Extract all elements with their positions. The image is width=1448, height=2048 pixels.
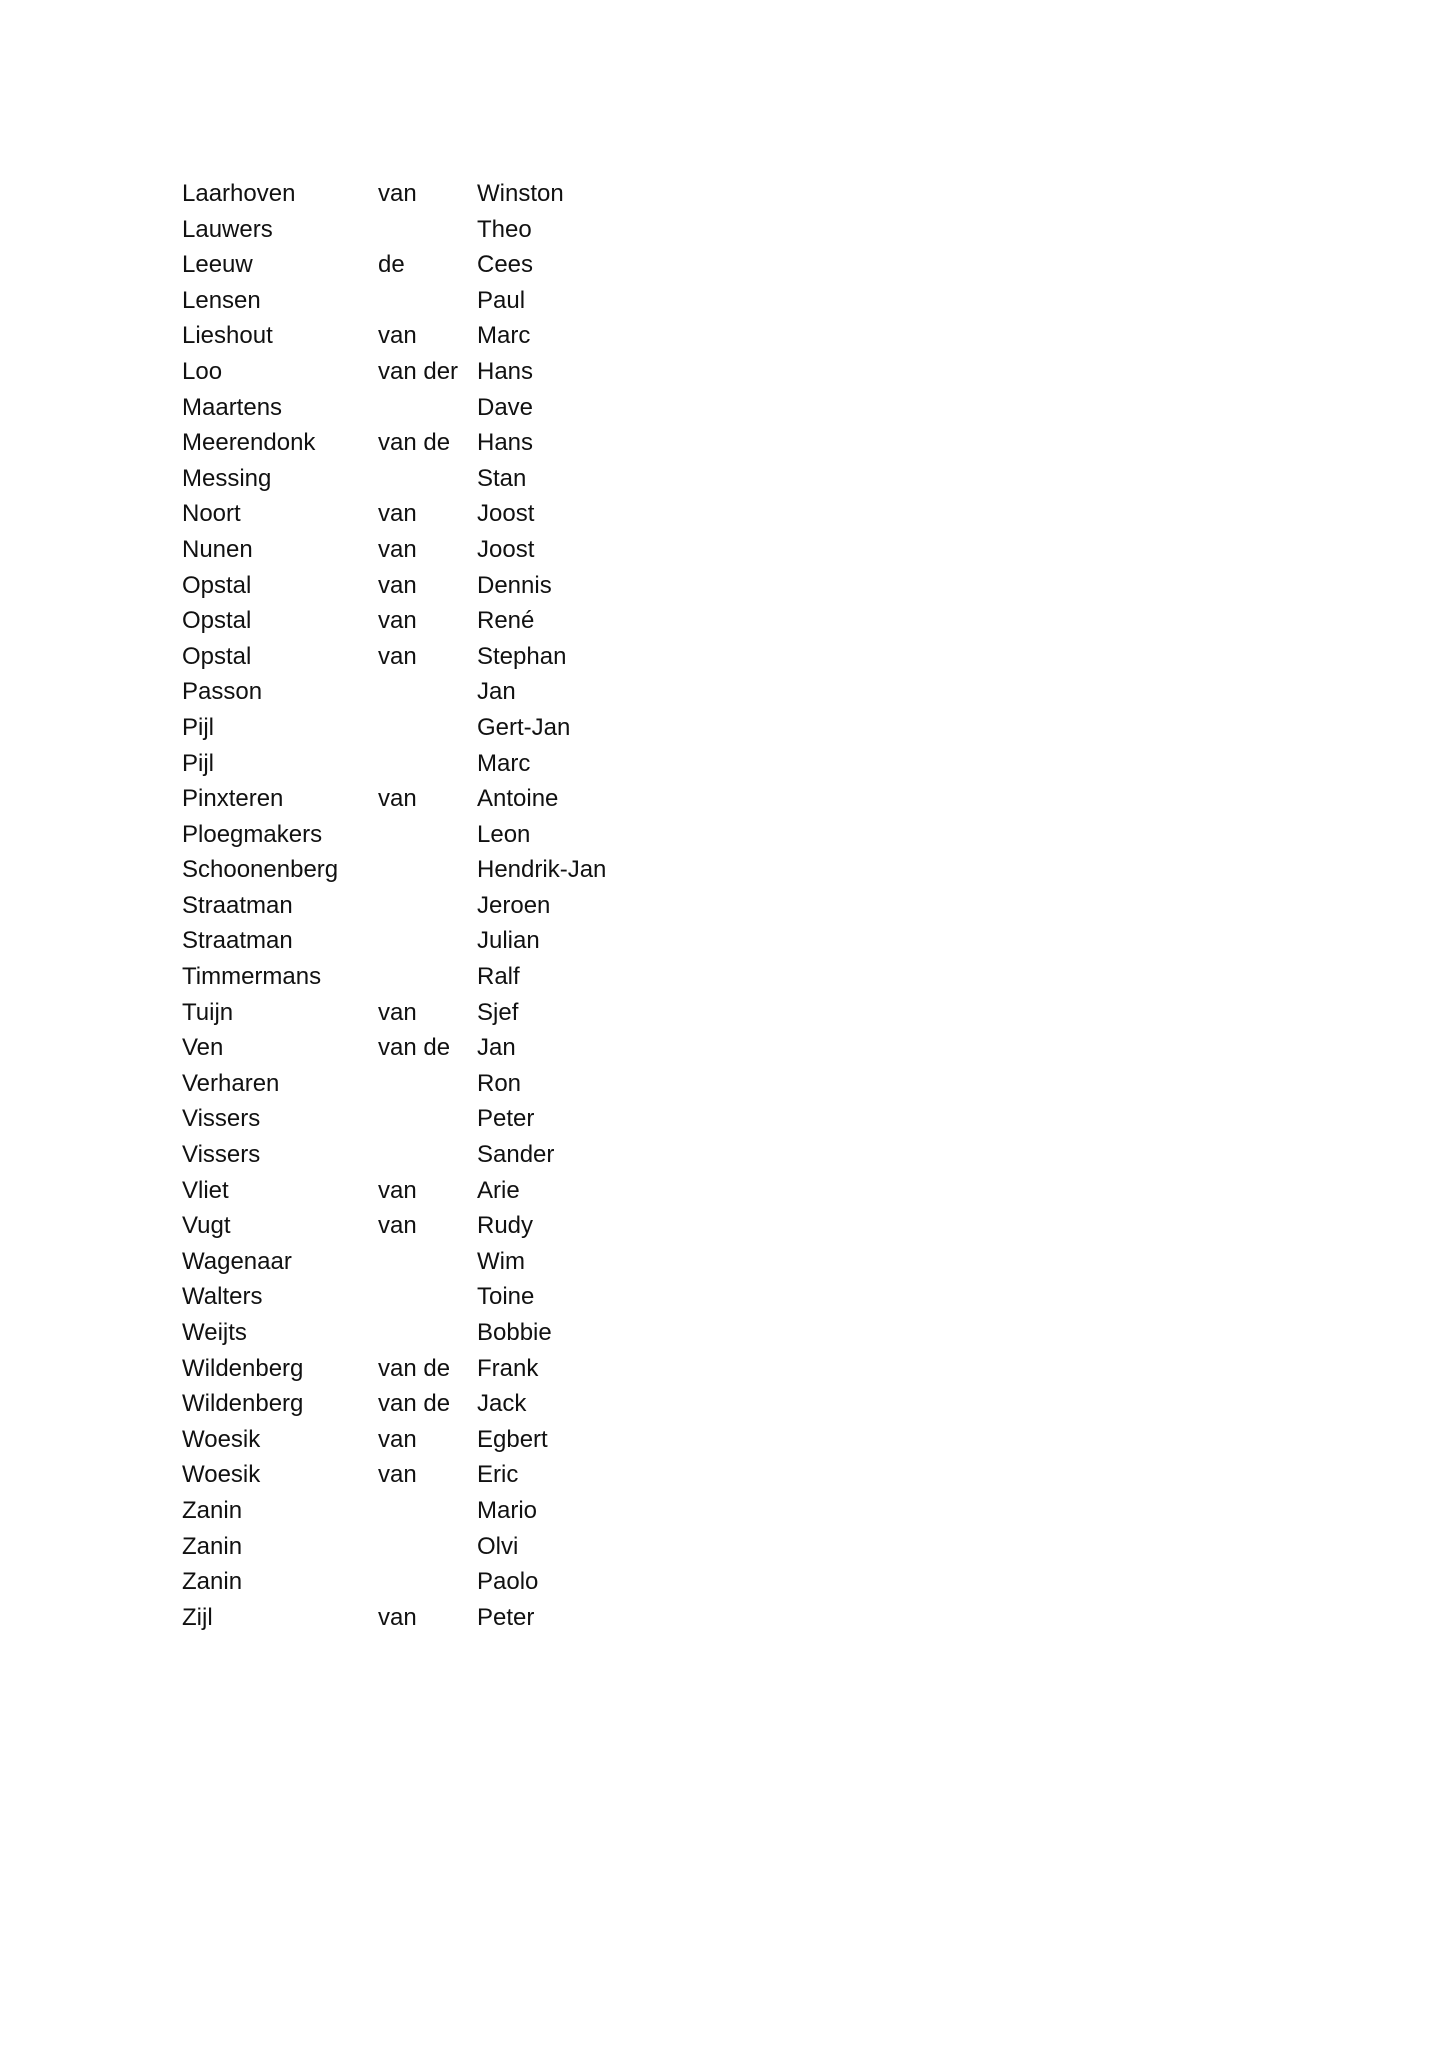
prefix-cell: van — [378, 1176, 417, 1204]
table-row — [182, 496, 657, 532]
first-name-cell: Jack — [477, 1390, 527, 1418]
last-name-cell: Wildenberg — [182, 1354, 304, 1382]
first-name-cell: Sander — [477, 1141, 555, 1169]
table-row — [182, 1101, 657, 1137]
prefix-cell — [378, 959, 477, 995]
prefix-cell — [378, 1101, 477, 1137]
table-row — [182, 923, 657, 959]
table-row — [182, 247, 657, 283]
first-name-cell: Toine — [477, 1283, 535, 1311]
prefix-cell: van — [378, 322, 417, 350]
prefix-cell — [378, 746, 477, 782]
prefix-cell — [378, 1529, 477, 1565]
last-name-cell: Loo — [182, 357, 223, 385]
table-row — [182, 603, 657, 639]
first-name-cell: Marc — [477, 322, 531, 350]
first-name-cell: Dave — [477, 393, 534, 421]
table-row — [182, 532, 657, 568]
last-name-cell: Pijl — [182, 749, 215, 777]
last-name-cell: Ploegmakers — [182, 820, 323, 848]
last-name-cell: Wildenberg — [182, 1390, 304, 1418]
table-row — [182, 1386, 657, 1422]
prefix-cell: van de — [378, 429, 451, 457]
first-name-cell: Hendrik-Jan — [477, 856, 607, 884]
first-name-cell: Dennis — [477, 571, 552, 599]
table-row — [182, 568, 657, 604]
prefix-cell — [378, 1137, 477, 1173]
prefix-cell — [378, 212, 477, 248]
table-row — [182, 959, 657, 995]
first-name-cell: Paul — [477, 286, 526, 314]
prefix-cell — [378, 1564, 477, 1600]
table-row — [182, 1208, 657, 1244]
table-row — [182, 1493, 657, 1529]
table-row — [182, 674, 657, 710]
first-name-cell: Wim — [477, 1247, 525, 1275]
last-name-cell: Noort — [182, 500, 241, 528]
last-name-cell: Lensen — [182, 286, 261, 314]
prefix-cell: van — [378, 1212, 417, 1240]
prefix-cell: van — [378, 535, 417, 563]
table-row — [182, 1173, 657, 1209]
prefix-cell — [378, 1493, 477, 1529]
last-name-cell: Straatman — [182, 891, 293, 919]
table-row — [182, 425, 657, 461]
table-row — [182, 283, 657, 319]
last-name-cell: Lauwers — [182, 215, 273, 243]
prefix-cell: van — [378, 998, 417, 1026]
table-row — [182, 1600, 657, 1636]
prefix-cell: van de — [378, 1034, 451, 1062]
last-name-cell: Weijts — [182, 1319, 247, 1346]
table-row — [182, 817, 657, 853]
first-name-cell: René — [477, 607, 535, 635]
first-name-cell: Arie — [477, 1176, 520, 1204]
table-row — [182, 781, 657, 817]
first-name-cell: Peter — [477, 1105, 535, 1133]
last-name-cell: Zanin — [182, 1496, 243, 1524]
first-name-cell: Jan — [477, 678, 516, 706]
last-name-cell: Zanin — [182, 1532, 243, 1560]
prefix-cell — [378, 888, 477, 924]
prefix-cell: van de — [378, 1390, 451, 1418]
first-name-cell: Jan — [477, 1034, 516, 1062]
table-row — [182, 461, 657, 497]
table-row — [182, 176, 657, 212]
first-name-cell: Joost — [477, 500, 535, 528]
first-name-cell: Sjef — [477, 998, 519, 1026]
first-name-cell: Joost — [477, 535, 535, 563]
last-name-cell: Timmermans — [182, 963, 322, 991]
first-name-cell: Hans — [477, 357, 534, 385]
last-name-cell: Lieshout — [182, 322, 273, 350]
name-list-body — [182, 176, 657, 1635]
first-name-cell: Julian — [477, 927, 540, 955]
prefix-cell — [378, 710, 477, 746]
table-row — [182, 888, 657, 924]
last-name-cell: Woesik — [182, 1461, 261, 1489]
table-row — [182, 1315, 657, 1351]
prefix-cell: van — [378, 1603, 417, 1631]
last-name-cell: Walters — [182, 1283, 263, 1311]
prefix-cell — [378, 461, 477, 497]
table-row — [182, 1066, 657, 1102]
prefix-cell — [378, 817, 477, 853]
first-name-cell: Ron — [477, 1069, 522, 1097]
first-name-cell: Stan — [477, 464, 527, 492]
last-name-cell: Vugt — [182, 1212, 231, 1240]
last-name-cell: Nunen — [182, 535, 253, 563]
last-name-cell: Leeuw — [182, 251, 253, 279]
last-name-cell: Vliet — [182, 1176, 229, 1204]
prefix-cell: van — [378, 1461, 417, 1489]
prefix-cell — [378, 1066, 477, 1102]
last-name-cell: Opstal — [182, 607, 252, 635]
first-name-cell: Jeroen — [477, 891, 551, 919]
last-name-cell: Straatman — [182, 927, 293, 955]
table-row — [182, 1244, 657, 1280]
prefix-cell: de — [378, 251, 405, 279]
first-name-cell: Winston — [477, 180, 564, 207]
first-name-cell: Eric — [477, 1461, 519, 1489]
last-name-cell: Woesik — [182, 1425, 261, 1453]
first-name-cell: Cees — [477, 251, 534, 279]
prefix-cell: van — [378, 642, 417, 670]
table-row — [182, 995, 657, 1031]
prefix-cell: van — [378, 785, 417, 813]
last-name-cell: Opstal — [182, 642, 252, 670]
last-name-cell: Messing — [182, 464, 272, 492]
prefix-cell: van — [378, 500, 417, 528]
table-row — [182, 212, 657, 248]
table-row — [182, 318, 657, 354]
table-row — [182, 1457, 657, 1493]
first-name-cell: Bobbie — [477, 1319, 552, 1346]
table-row — [182, 1564, 657, 1600]
table-row — [182, 746, 657, 782]
table-row — [182, 1422, 657, 1458]
first-name-cell: Egbert — [477, 1425, 548, 1453]
prefix-cell: van de — [378, 1354, 451, 1382]
table-row — [182, 390, 657, 426]
name-list-table — [182, 176, 657, 1635]
first-name-cell: Olvi — [477, 1532, 519, 1560]
last-name-cell: Maartens — [182, 393, 283, 421]
last-name-cell: Tuijn — [182, 998, 234, 1026]
first-name-cell: Paolo — [477, 1568, 539, 1596]
last-name-cell: Pinxteren — [182, 785, 284, 813]
prefix-cell — [378, 1244, 477, 1280]
table-row — [182, 1529, 657, 1565]
last-name-cell: Passon — [182, 678, 263, 706]
prefix-cell — [378, 1315, 477, 1351]
first-name-cell: Stephan — [477, 642, 567, 670]
table-row — [182, 1137, 657, 1173]
last-name-cell: Vissers — [182, 1141, 261, 1169]
prefix-cell: van — [378, 571, 417, 599]
prefix-cell: van — [378, 1425, 417, 1453]
first-name-cell: Antoine — [477, 785, 559, 813]
prefix-cell — [378, 852, 477, 888]
prefix-cell — [378, 923, 477, 959]
last-name-cell: Meerendonk — [182, 429, 316, 457]
prefix-cell — [378, 1279, 477, 1315]
table-row — [182, 354, 657, 390]
first-name-cell: Theo — [477, 215, 532, 243]
last-name-cell: Schoonenberg — [182, 856, 339, 884]
first-name-cell: Ralf — [477, 963, 520, 991]
last-name-cell: Ven — [182, 1034, 224, 1062]
first-name-cell: Leon — [477, 820, 531, 848]
last-name-cell: Pijl — [182, 713, 215, 741]
prefix-cell — [378, 390, 477, 426]
last-name-cell: Zanin — [182, 1568, 243, 1596]
first-name-cell: Peter — [477, 1603, 535, 1631]
first-name-cell: Frank — [477, 1354, 539, 1382]
last-name-cell: Verharen — [182, 1069, 280, 1097]
table-row — [182, 639, 657, 675]
last-name-cell: Zijl — [182, 1603, 213, 1631]
first-name-cell: Gert-Jan — [477, 713, 571, 741]
first-name-cell: Rudy — [477, 1212, 534, 1240]
last-name-cell: Wagenaar — [182, 1247, 292, 1275]
table-row — [182, 852, 657, 888]
prefix-cell: van — [378, 180, 417, 207]
first-name-cell: Marc — [477, 749, 531, 777]
prefix-cell — [378, 674, 477, 710]
prefix-cell: van — [378, 607, 417, 635]
last-name-cell: Vissers — [182, 1105, 261, 1133]
first-name-cell: Mario — [477, 1496, 538, 1524]
table-row — [182, 1030, 657, 1066]
first-name-cell: Hans — [477, 429, 534, 457]
table-row — [182, 1279, 657, 1315]
last-name-cell: Laarhoven — [182, 180, 296, 207]
table-row — [182, 710, 657, 746]
prefix-cell — [378, 283, 477, 319]
table-row — [182, 1351, 657, 1387]
prefix-cell: van der — [378, 357, 459, 385]
last-name-cell: Opstal — [182, 571, 252, 599]
